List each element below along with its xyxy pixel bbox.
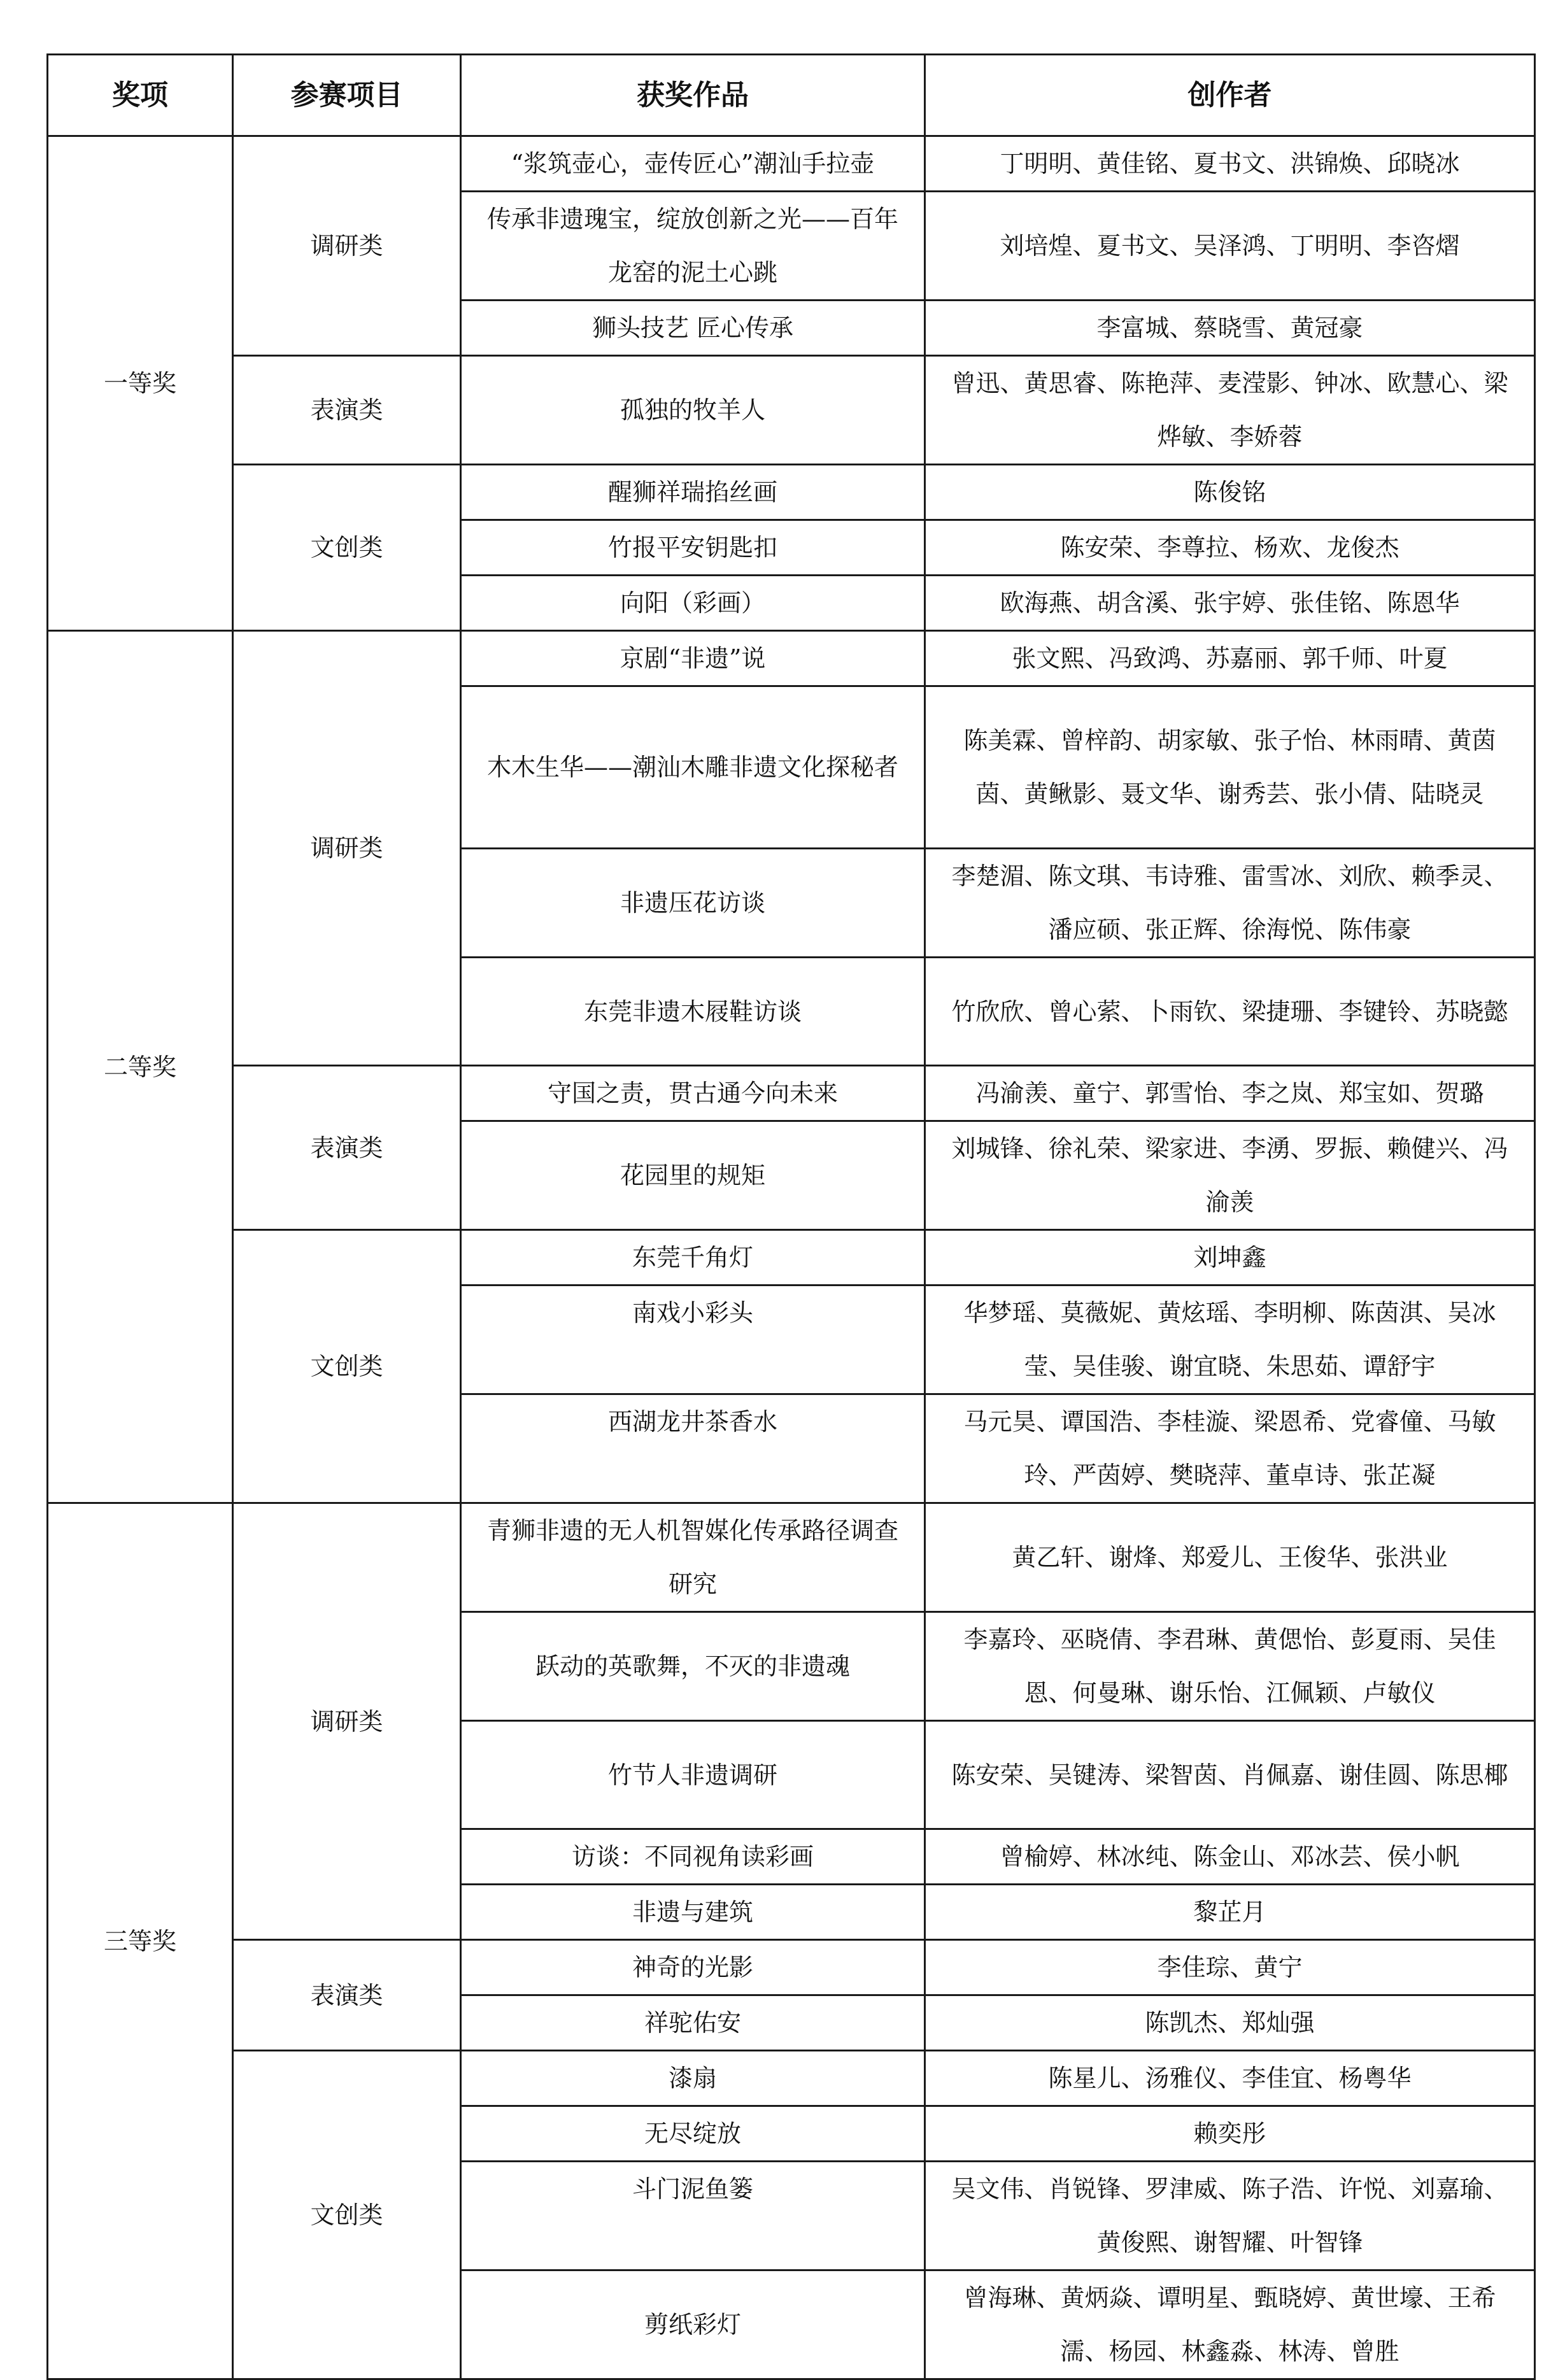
authors-cell: 张文熙、冯致鸿、苏嘉丽、郭千师、叶夏 [925,631,1535,686]
work-title-cell: 守国之责，贯古通今向未来 [461,1066,925,1121]
authors-cell: 李佳琮、黄宁 [925,1940,1535,1995]
work-title-cell: 花园里的规矩 [461,1121,925,1230]
work-title-cell: 访谈：不同视角读彩画 [461,1829,925,1885]
prize-level-cell: 二等奖 [48,631,233,1503]
prize-level-cell: 三等奖 [48,1503,233,2379]
authors-cell: 陈安荣、李尊拉、杨欢、龙俊杰 [925,520,1535,576]
work-title-cell: 狮头技艺 匠心传承 [461,301,925,356]
work-title-cell: 神奇的光影 [461,1940,925,1995]
authors-cell: 黄乙轩、谢烽、郑爱儿、王俊华、张洪业 [925,1503,1535,1612]
authors-cell: 陈美霖、曾梓韵、胡家敏、张子怡、林雨晴、黄茵茵、黄鳅影、聂文华、谢秀芸、张小倩、陆晓灵 [925,686,1535,849]
authors-cell: 李嘉玲、巫晓倩、李君琳、黄偲怡、彭夏雨、吴佳恩、何曼琳、谢乐怡、江佩颖、卢敏仪 [925,1612,1535,1721]
authors-cell: 陈俊铭 [925,465,1535,520]
work-title-cell: 无尽绽放 [461,2106,925,2162]
work-title-cell: 剪纸彩灯 [461,2270,925,2379]
authors-cell: 欧海燕、胡含溪、张宇婷、张佳铭、陈恩华 [925,576,1535,631]
work-title-cell: 传承非遗瑰宝，绽放创新之光——百年龙窑的泥土心跳 [461,192,925,301]
authors-cell: 冯渝羡、童宁、郭雪怡、李之岚、郑宝如、贺璐 [925,1066,1535,1121]
table-row [48,1230,1535,1286]
authors-cell: 曾迅、黄思睿、陈艳萍、麦滢影、钟冰、欧慧心、梁烨敏、李娇蓉 [925,356,1535,465]
work-title-cell: 孤独的牧羊人 [461,356,925,465]
work-title-cell: “浆筑壶心，壶传匠心”潮汕手拉壶 [461,136,925,192]
table-row [48,1940,1535,1995]
table-row [48,2051,1535,2106]
table-row [48,465,1535,520]
awards-table [46,53,1536,2380]
authors-cell: 马元昊、谭国浩、李桂漩、梁恩希、党睿僮、马敏玲、严茵婷、樊晓萍、董卓诗、张芷凝 [925,1394,1535,1503]
document-page [46,53,1534,2380]
work-title-cell: 青狮非遗的无人机智媒化传承路径调查研究 [461,1503,925,1612]
authors-cell: 赖奕彤 [925,2106,1535,2162]
category-cell: 表演类 [233,356,461,465]
work-title-cell: 竹节人非遗调研 [461,1721,925,1829]
work-title-cell: 祥驼佑安 [461,1995,925,2051]
work-title-cell: 非遗与建筑 [461,1885,925,1940]
authors-cell: 华梦瑶、莫薇妮、黄炫瑶、李明柳、陈茵淇、吴冰莹、吴佳骏、谢宜晓、朱思茹、谭舒宇 [925,1286,1535,1394]
table-row [48,631,1535,686]
authors-cell: 吴文伟、肖锐锋、罗津威、陈子浩、许悦、刘嘉瑜、黄俊熙、谢智耀、叶智锋 [925,2162,1535,2270]
category-cell: 调研类 [233,136,461,356]
authors-cell: 李富城、蔡晓雪、黄冠豪 [925,301,1535,356]
authors-cell: 曾榆婷、林冰纯、陈金山、邓冰芸、侯小帆 [925,1829,1535,1885]
category-cell: 文创类 [233,2051,461,2379]
work-title-cell: 斗门泥鱼篓 [461,2162,925,2270]
category-cell: 文创类 [233,1230,461,1503]
table-row [48,1503,1535,1612]
work-title-cell: 京剧“非遗”说 [461,631,925,686]
work-title-cell: 漆扇 [461,2051,925,2106]
category-cell: 调研类 [233,1503,461,1940]
authors-cell: 李楚湄、陈文琪、韦诗雅、雷雪冰、刘欣、赖季灵、潘应硕、张正辉、徐海悦、陈伟豪 [925,849,1535,958]
authors-cell: 陈安荣、吴键涛、梁智茵、肖佩嘉、谢佳圆、陈思椰 [925,1721,1535,1829]
table-header-row [48,55,1535,136]
header-prize: 奖项 [48,55,233,136]
category-cell: 调研类 [233,631,461,1066]
authors-cell: 黎芷月 [925,1885,1535,1940]
authors-cell: 刘培煌、夏书文、吴泽鸿、丁明明、李咨熠 [925,192,1535,301]
work-title-cell: 西湖龙井茶香水 [461,1394,925,1503]
authors-cell: 曾海琳、黄炳焱、谭明星、甄晓婷、黄世壕、王希濡、杨园、林鑫淼、林涛、曾胜 [925,2270,1535,2379]
work-title-cell: 东莞千角灯 [461,1230,925,1286]
work-title-cell: 向阳（彩画） [461,576,925,631]
table-row [48,136,1535,192]
header-category: 参赛项目 [233,55,461,136]
work-title-cell: 醒狮祥瑞掐丝画 [461,465,925,520]
header-work: 获奖作品 [461,55,925,136]
category-cell: 文创类 [233,465,461,631]
work-title-cell: 跃动的英歌舞，不灭的非遗魂 [461,1612,925,1721]
authors-cell: 刘城锋、徐礼荣、梁家进、李湧、罗振、赖健兴、冯渝羡 [925,1121,1535,1230]
table-row [48,1066,1535,1121]
table-row [48,356,1535,465]
work-title-cell: 木木生华——潮汕木雕非遗文化探秘者 [461,686,925,849]
awards-table-body [48,136,1535,2379]
work-title-cell: 竹报平安钥匙扣 [461,520,925,576]
header-authors: 创作者 [925,55,1535,136]
authors-cell: 竹欣欣、曾心萦、卜雨钦、梁捷珊、李键铃、苏晓懿 [925,958,1535,1066]
authors-cell: 陈凯杰、郑灿强 [925,1995,1535,2051]
authors-cell: 丁明明、黄佳铭、夏书文、洪锦焕、邱晓冰 [925,136,1535,192]
category-cell: 表演类 [233,1940,461,2051]
category-cell: 表演类 [233,1066,461,1230]
work-title-cell: 非遗压花访谈 [461,849,925,958]
work-title-cell: 南戏小彩头 [461,1286,925,1394]
prize-level-cell: 一等奖 [48,136,233,631]
authors-cell: 刘坤鑫 [925,1230,1535,1286]
work-title-cell: 东莞非遗木屐鞋访谈 [461,958,925,1066]
authors-cell: 陈星儿、汤雅仪、李佳宜、杨粤华 [925,2051,1535,2106]
